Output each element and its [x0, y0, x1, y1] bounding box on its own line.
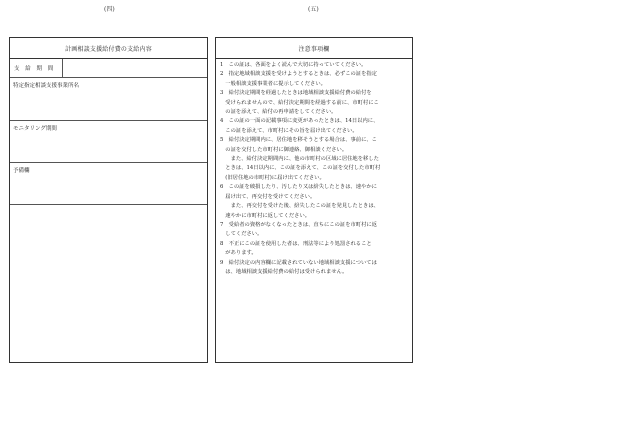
- note-line: は、地域相談支援給付費の給付は受けられません。: [220, 268, 348, 275]
- payment-period-label: 支 給 期 間: [10, 59, 63, 77]
- note-line: 8 不正にこの証を使用した者は、刑法等により処罰されること: [220, 240, 372, 247]
- note-line: 2 指定地域相談支援を受けようとするときは、必ずこの証を指定: [220, 71, 377, 78]
- monitoring-period-row: [10, 121, 207, 163]
- note-line: この証を添えて、市町村にその旨を届け出てください。: [220, 127, 358, 134]
- note-line: 4 この証の一面の記載事項に変更があったときは、14日以内に、: [220, 118, 379, 125]
- notes-panel: [215, 37, 413, 363]
- support-content-panel: [9, 37, 208, 363]
- notes-title: 注意事項欄: [216, 38, 412, 59]
- note-line: 速やかに市町村に返してください。: [220, 212, 311, 219]
- note-line: また、給付決定期間内に、他の市町村の区域に居住地を移した: [220, 156, 379, 163]
- note-line: の証を交付した市町村に御連絡、御相談ください。: [220, 146, 348, 153]
- provider-name-label: 特定指定相談支援事業所名: [13, 83, 80, 89]
- note-line: また、再交付を受けた後、紛失したこの証を発見したときは、: [220, 203, 379, 210]
- page-label-four: (四): [104, 6, 115, 13]
- note-line: 6 この証を破損したり、汚したり又は紛失したときは、速やかに: [220, 184, 377, 191]
- note-line: ときは、14日以内に、この証を添えて、この証を交付した市町村: [220, 165, 381, 172]
- note-line: があります。: [220, 250, 257, 257]
- note-line: 9 給付決定の内容欄に記載されていない地域相談支援については: [220, 259, 377, 266]
- reserve-label: 予備欄: [13, 168, 30, 174]
- note-line: の証を添えて、給付の再申請をしてください。: [220, 109, 337, 116]
- note-line: (旧居住地の市町村)に届け出てください。: [220, 174, 325, 181]
- note-line: 受けられませんので、給付決定期間を経過する前に、市町村にこ: [220, 99, 379, 106]
- monitoring-period-label: モニタリング期間: [13, 126, 57, 132]
- note-line: 1 この証は、各面をよく読んで大切に持っていてください。: [220, 62, 367, 68]
- support-content-title: 計画相談支援給付費の支給内容: [10, 38, 207, 59]
- note-line: 5 給付決定期間内に、居住地を移そうとする場合は、事前に、こ: [220, 137, 377, 144]
- reserve-row: [10, 163, 207, 205]
- note-line: 7 受給者の資格がなくなったときは、直ちにこの証を市町村に返: [220, 221, 377, 228]
- notes-list: [216, 59, 412, 277]
- payment-period-row: [10, 59, 207, 78]
- page-label-five: (五): [308, 6, 319, 13]
- provider-name-row: [10, 78, 207, 121]
- note-line: してください。: [220, 231, 263, 238]
- note-line: 一般相談支援事業者に提示してください。: [220, 80, 326, 87]
- note-line: 届け出て、再交付を受けてください。: [220, 193, 316, 200]
- note-line: 3 給付決定期間を経過したときは地域相談支援給付費の給付を: [220, 90, 372, 97]
